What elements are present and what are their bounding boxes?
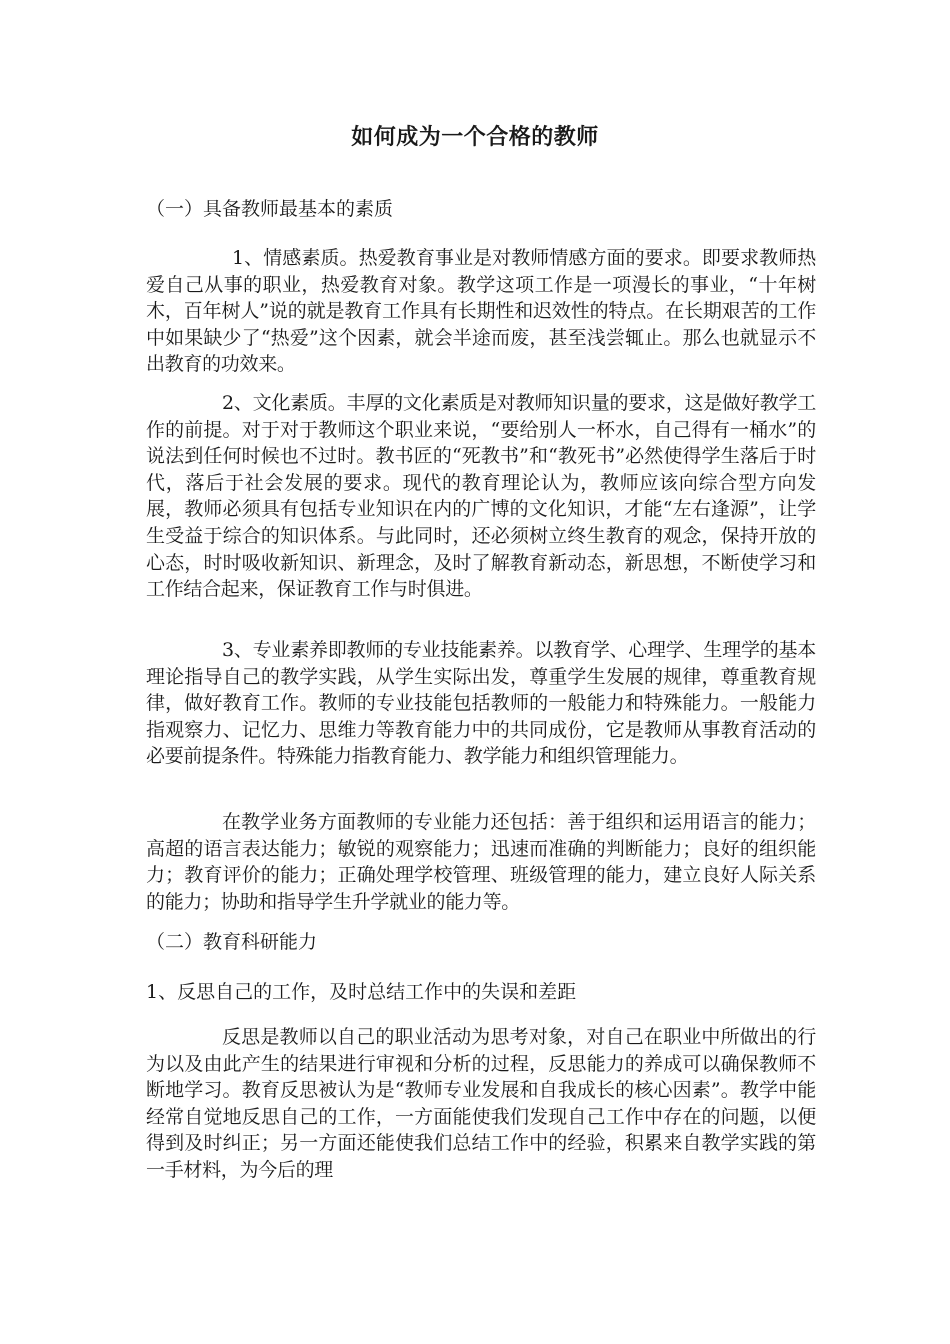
paragraph-professional-abilities: 在教学业务方面教师的专业能力还包括：善于组织和运用语言的能力；高超的语言表达能力；敏锐的观察能力；迅速而准确的判断能力；良好的组织能力；教育评价的能力；正确处理学校管理、班级管理的能力，建立良好人际关系的能力；协助和指导学生升学就业的能力等。 [146,811,816,913]
section-heading-research-ability: （二）教育科研能力 [146,931,318,953]
document-title: 如何成为一个合格的教师 [351,125,599,150]
subheading-reflection: 1、反思自己的工作，及时总结工作中的失误和差距 [146,981,577,1003]
section-heading-basic-qualities: （一）具备教师最基本的素质 [146,198,394,220]
paragraph-cultural-quality: 2、文化素质。丰厚的文化素质是对教师知识量的要求，这是做好教学工作的前提。对于对于教师这个职业来说，“要给别人一杯水，自己得有一桶水”的说法到任何时候也不过时。教书匠的“死教书”和“教死书”必然使得学生落后于时代，落后于社会发展的要求。现代的教育理论认为，教师应该向综合型方向发展，教师必须具有包括专业知识在内的广博的文化知识，才能“左右逢源”，让学生受益于综合的知识体系。与此同时，还必须树立终生教育的观念，保持开放的心态，时时吸收新知识、新理念，及时了解教育新动态，新思想，不断使学习和工作结合起来，保证教育工作与时俱进。 [146,392,816,601]
paragraph-reflection: 反思是教师以自己的职业活动为思考对象，对自己在职业中所做出的行为以及由此产生的结果进行审视和分析的过程，反思能力的养成可以确保教师不断地学习。教育反思被认为是“教师专业发展和自我成长的核心因素”。教学中能经常自觉地反思自己的工作，一方面能使我们发现自己工作中存在的问题，以便得到及时纠正；另一方面还能使我们总结工作中的经验，积累来自教学实践的第一手材料，为今后的理 [146,1026,816,1181]
paragraph-professional-quality: 3、专业素养即教师的专业技能素养。以教育学、心理学、生理学的基本理论指导自己的教学实践，从学生实际出发，尊重学生发展的规律，尊重教育规律，做好教育工作。教师的专业技能包括教师的一般能力和特殊能力。一般能力指观察力、记忆力、思维力等教育能力中的共同成份，它是教师从事教育活动的必要前提条件。特殊能力指教育能力、教学能力和组织管理能力。 [146,639,816,768]
paragraph-emotional-quality: 1、情感素质。热爱教育事业是对教师情感方面的要求。即要求教师热爱自己从事的职业，热爱教育对象。教学这项工作是一项漫长的事业，“十年树木，百年树人”说的就是教育工作具有长期性和迟效性的特点。在长期艰苦的工作中如果缺少了“热爱”这个因素，就会半途而废，甚至浅尝辄止。那么也就显示不出教育的功效来。 [146,247,816,376]
